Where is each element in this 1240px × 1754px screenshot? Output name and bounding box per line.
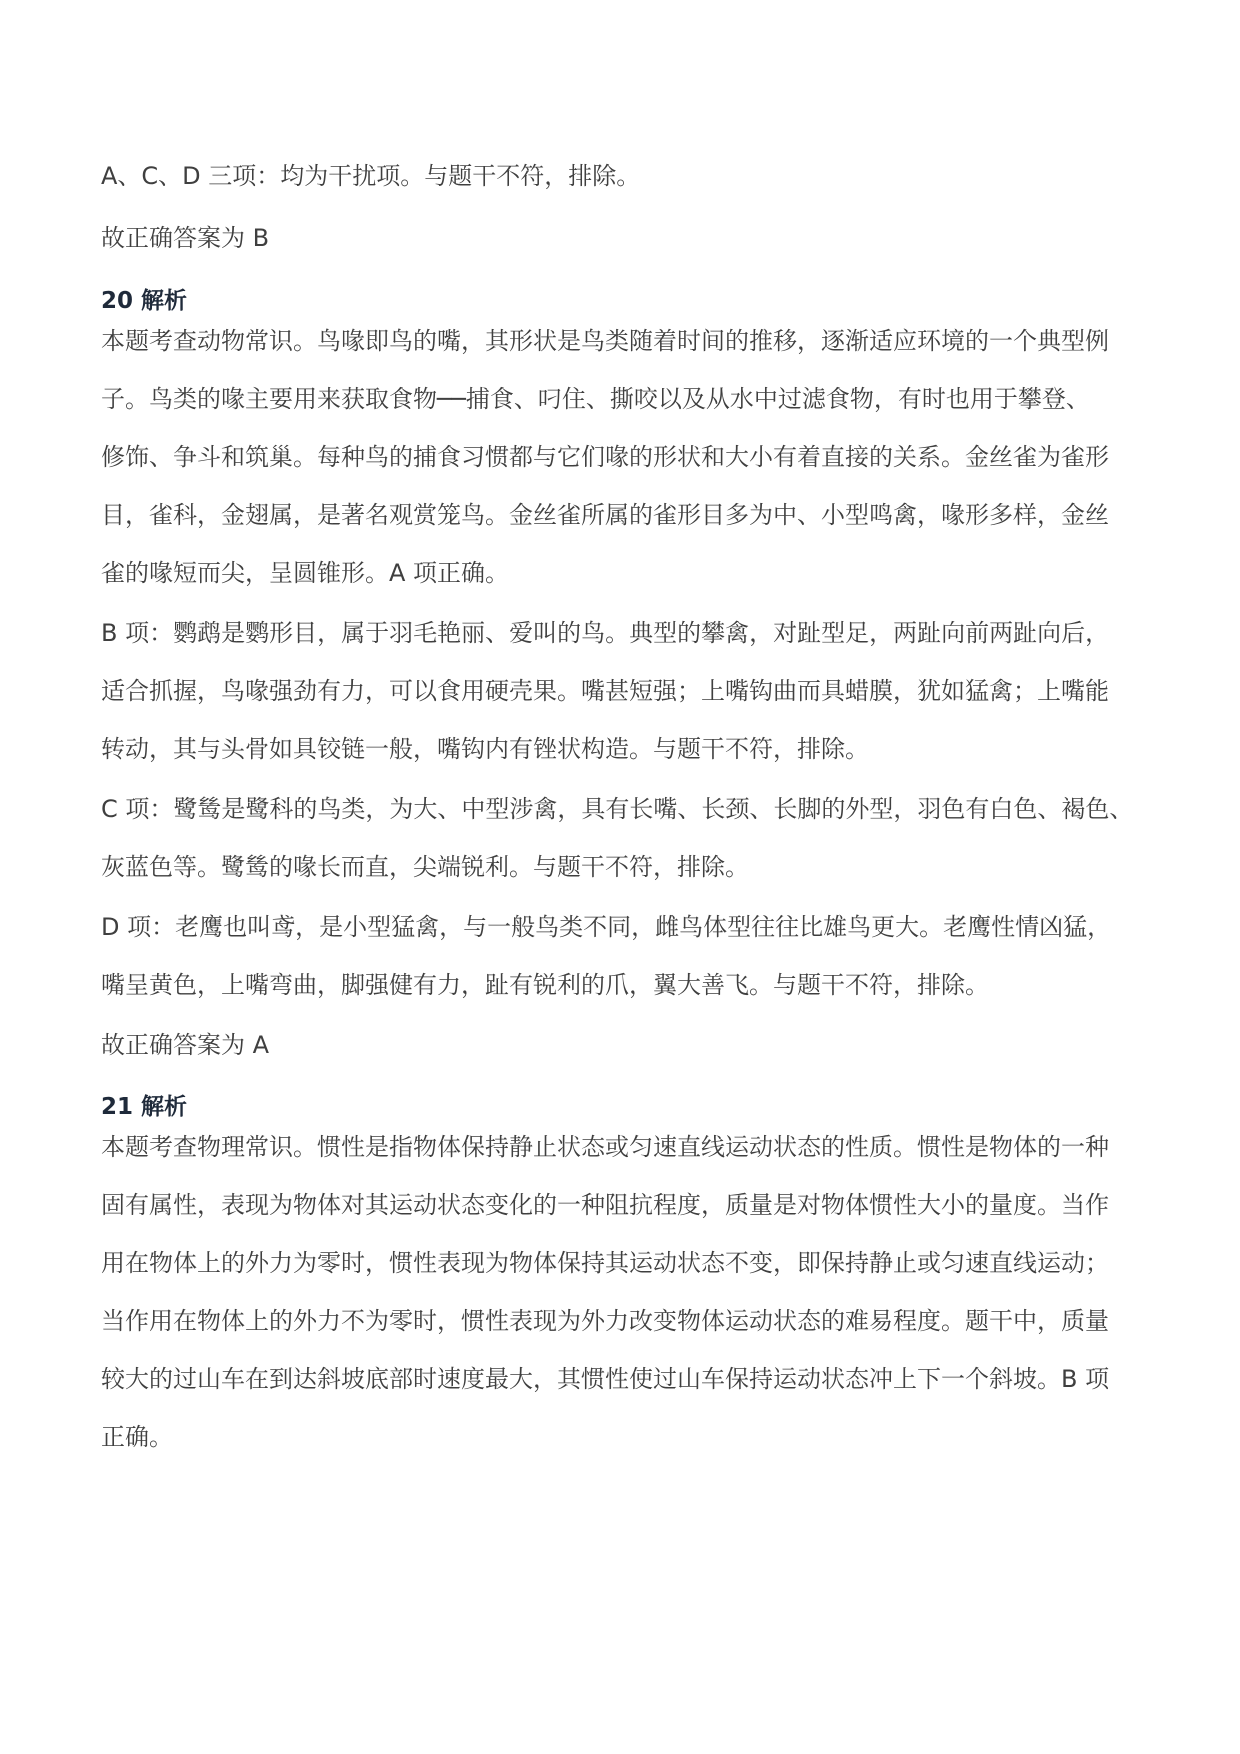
paragraph-line: 当作用在物体上的外力不为零时，惯性表现为外力改变物体运动状态的难易程度。题干中，质量 [101,1307,1109,1335]
paragraph-line: 修饰、争斗和筑巢。每种鸟的捕食习惯都与它们喙的形状和大小有着直接的关系。金丝雀为雀形 [101,443,1109,471]
paragraph-line: 本题考查物理常识。惯性是指物体保持静止状态或匀速直线运动状态的性质。惯性是物体的一种 [101,1133,1109,1161]
paragraph-line: 用在物体上的外力为零时，惯性表现为物体保持其运动状态不变，即保持静止或匀速直线运动； [101,1249,1109,1277]
q20-paragraph-c [101,793,1159,883]
q20-paragraph-d [101,911,1159,1001]
answer-line-19: 故正确答案为 B [101,224,270,252]
q20-paragraph-main [101,325,1159,589]
paragraph-line: 本题考查动物常识。鸟喙即鸟的嘴，其形状是鸟类随着时间的推移，逐渐适应环境的一个典型例 [101,327,1109,355]
paragraph-line: 雀的喙短而尖，呈圆锥形。A 项正确。 [101,559,510,587]
paragraph-line: B 项：鹦鹉是鹦形目，属于羽毛艳丽、爱叫的鸟。典型的攀禽，对趾型足，两趾向前两趾向后， [101,619,1110,647]
paragraph-line: 嘴呈黄色，上嘴弯曲，脚强健有力，趾有锐利的爪，翼大善飞。与题干不符，排除。 [101,971,989,999]
paragraph-line: 适合抓握，鸟喙强劲有力，可以食用硬壳果。嘴甚短强；上嘴钩曲而具蜡膜，犹如猛禽；上嘴能 [101,677,1109,705]
paragraph-line: 目，雀科，金翅属，是著名观赏笼鸟。金丝雀所属的雀形目多为中、小型鸣禽，喙形多样，金丝 [101,501,1109,529]
paragraph-line: 较大的过山车在到达斜坡底部时速度最大，其惯性使过山车保持运动状态冲上下一个斜坡。B 项 [101,1365,1110,1393]
q21-paragraph-main [101,1131,1159,1453]
paragraph-line: D 项：老鹰也叫鸢，是小型猛禽，与一般鸟类不同，雌鸟体型往往比雄鸟更大。老鹰性情凶猛， [101,913,1112,941]
intro-line: A、C、D 三项：均为干扰项。与题干不符，排除。 [101,162,641,190]
q20-paragraph-b [101,617,1159,765]
paragraph-line: 灰蓝色等。鹭鸶的喙长而直，尖端锐利。与题干不符，排除。 [101,853,749,881]
paragraph-line: 固有属性，表现为物体对其运动状态变化的一种阻抗程度，质量是对物体惯性大小的量度。当作 [101,1191,1109,1219]
paragraph-line: 正确。 [101,1423,173,1451]
paragraph-line: 转动，其与头骨如具铰链一般，嘴钩内有锉状构造。与题干不符，排除。 [101,735,869,763]
document-content [101,160,1159,1453]
paragraph-line: 子。鸟类的喙主要用来获取食物──捕食、叼住、撕咬以及从水中过滤食物，有时也用于攀登、 [101,385,1090,413]
section-heading-21: 21 解析 [101,1094,188,1120]
answer-line-20: 故正确答案为 A [101,1031,270,1059]
paragraph-line: C 项：鹭鸶是鹭科的鸟类，为大、中型涉禽，具有长嘴、长颈、长脚的外型，羽色有白色、褐色、 [101,795,1134,823]
section-heading-20: 20 解析 [101,288,188,314]
